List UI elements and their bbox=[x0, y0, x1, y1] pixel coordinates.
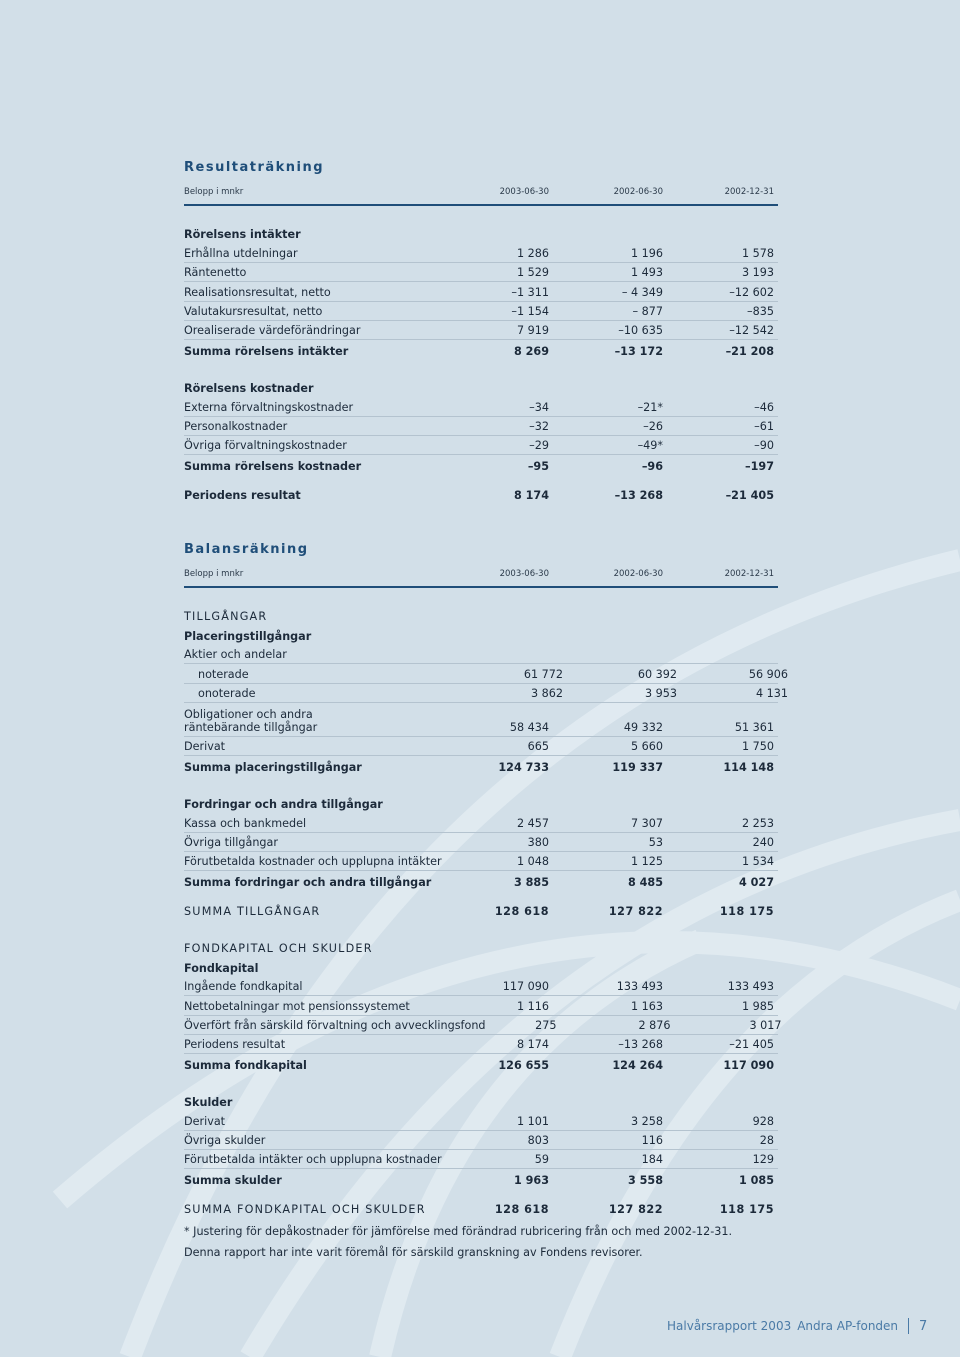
table-row: Derivat 665 5 660 1 750 bbox=[184, 737, 778, 756]
table-row: Fondkapital bbox=[184, 961, 259, 975]
table-row: Rörelsens intäkter bbox=[184, 228, 301, 242]
table-row: Nettobetalningar mot pensionssystemet 1 116 1 163 1 985 bbox=[184, 996, 778, 1015]
page-footer bbox=[667, 1318, 927, 1334]
table-row: Valutakursresultat, netto –1 154 – 877 –835 bbox=[184, 302, 778, 321]
table-row: Övriga skulder 803 116 28 bbox=[184, 1131, 778, 1150]
table-row: Rörelsens kostnader bbox=[184, 382, 314, 396]
table-row: FONDKAPITAL OCH SKULDER bbox=[184, 942, 373, 956]
table-row: Ingående fondkapital 117 090 133 493 133 493 bbox=[184, 977, 778, 996]
balance-sheet-title: Balansräkning bbox=[184, 542, 309, 557]
report-name: Halvårsrapport 2003 bbox=[667, 1319, 792, 1333]
table-row: Övriga förvaltningskostnader –29 –49* –90 bbox=[184, 436, 778, 455]
header-period-1: 2003-06-30 bbox=[499, 187, 549, 197]
table-row: Överfört från särskild förvaltning och avvecklingsfond 275 2 876 3 017 bbox=[184, 1016, 778, 1035]
table-row: Summa placeringstillgångar 124 733 119 337 114 148 bbox=[184, 760, 774, 774]
table-row: Derivat 1 101 3 258 928 bbox=[184, 1111, 778, 1130]
table-row: TILLGÅNGAR bbox=[184, 610, 268, 624]
table-row: Förutbetalda intäkter och upplupna kostnader 59 184 129 bbox=[184, 1150, 778, 1169]
table-row: Skulder bbox=[184, 1096, 233, 1110]
table-row: Aktier och andelar bbox=[184, 645, 778, 664]
table-row: Förutbetalda kostnader och upplupna intäkter 1 048 1 125 1 534 bbox=[184, 852, 778, 871]
table-row: Erhållna utdelningar 1 286 1 196 1 578 bbox=[184, 243, 778, 262]
header-period-1: 2003-06-30 bbox=[499, 569, 549, 579]
table-row: Summa fordringar och andra tillgångar 3 885 8 485 4 027 bbox=[184, 875, 774, 889]
table-row: Kassa och bankmedel 2 457 7 307 2 253 bbox=[184, 813, 778, 832]
income-header-row bbox=[184, 183, 778, 206]
header-amount-label: Belopp i mnkr bbox=[184, 187, 244, 197]
header-amount-label: Belopp i mnkr bbox=[184, 569, 244, 579]
table-row: Fordringar och andra tillgångar bbox=[184, 798, 383, 812]
balance-header-row bbox=[184, 565, 778, 588]
footnote-adjustment: * Justering för depåkostnader för jämförelse med förändrad rubricering från och med 2002-12-31. bbox=[184, 1225, 733, 1238]
table-row: Externa förvaltningskostnader –34 –21* –46 bbox=[184, 397, 778, 416]
income-statement-table bbox=[184, 183, 778, 504]
table-row: Orealiserade värdeförändringar 7 919 –10 635 –12 542 bbox=[184, 321, 778, 340]
table-row: Summa fondkapital 126 655 124 264 117 090 bbox=[184, 1058, 774, 1072]
table-row: Summa rörelsens intäkter 8 269 –13 172 –21 208 bbox=[184, 344, 774, 358]
balance-sheet-table bbox=[184, 565, 788, 1218]
table-row: Periodens resultat 8 174 –13 268 –21 405 bbox=[184, 489, 774, 503]
header-period-3: 2002-12-31 bbox=[724, 569, 774, 579]
footer-divider bbox=[908, 1318, 909, 1334]
table-row: SUMMA TILLGÅNGAR 128 618 127 822 118 175 bbox=[184, 905, 774, 919]
footnote-audit: Denna rapport har inte varit föremål för särskild granskning av Fondens revisorer. bbox=[184, 1246, 643, 1259]
table-row: Periodens resultat 8 174 –13 268 –21 405 bbox=[184, 1035, 778, 1054]
header-period-3: 2002-12-31 bbox=[724, 187, 774, 197]
fund-name: Andra AP-fonden bbox=[797, 1319, 899, 1333]
page-number: 7 bbox=[919, 1318, 928, 1334]
header-period-2: 2002-06-30 bbox=[613, 569, 663, 579]
table-row: Placeringstillgångar bbox=[184, 629, 312, 643]
table-row: Realisationsresultat, netto –1 311 – 4 349 –12 602 bbox=[184, 282, 778, 301]
table-row: Övriga tillgångar 380 53 240 bbox=[184, 833, 778, 852]
income-statement-title: Resultaträkning bbox=[184, 160, 325, 175]
header-period-2: 2002-06-30 bbox=[613, 187, 663, 197]
table-row: Obligationer och andra räntebärande tillgångar 58 434 49 332 51 361 bbox=[184, 703, 778, 737]
table-row: Summa skulder 1 963 3 558 1 085 bbox=[184, 1173, 774, 1187]
table-row: Summa rörelsens kostnader –95 –96 –197 bbox=[184, 459, 774, 473]
table-row: noterade 61 772 60 392 56 906 bbox=[184, 664, 778, 683]
table-row: SUMMA FONDKAPITAL OCH SKULDER 128 618 127 822 118 175 bbox=[184, 1203, 774, 1217]
table-row: Personalkostnader –32 –26 –61 bbox=[184, 417, 778, 436]
table-row: onoterade 3 862 3 953 4 131 bbox=[184, 684, 778, 703]
table-row: Räntenetto 1 529 1 493 3 193 bbox=[184, 263, 778, 282]
